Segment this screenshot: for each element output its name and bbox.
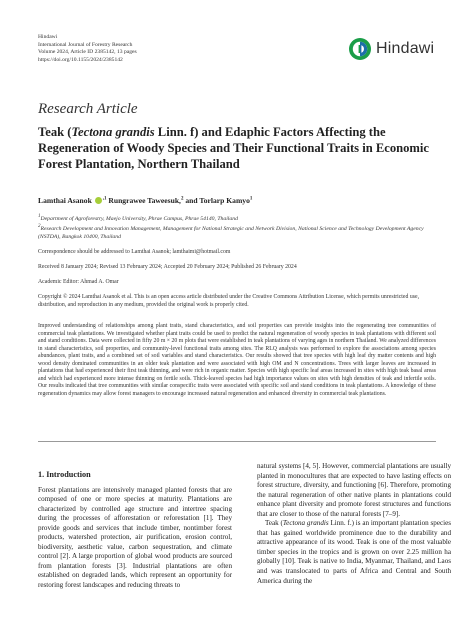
abstract: Improved understanding of relationships among plant traits, stand characteristics, and soil properties can provide insights into the regenerating tree communities of commercial teak plantations. We investigated whether plant traits could be used to predict the natural regeneration of woody species in teak plantations with different soil and stand conditions. Data were collected in fifty 20 m × 20 m plots that were established in teak plantations of varying ages in northern Thailand. We analyzed differences in stand characteristics, soil properties, and community-level functional traits among sites. The RLQ analysis was performed to explore the associations among species abundances, plant traits, and a combined set of soil variables and stand characteristics. Our results showed that tree species with high leaf dry matter contents and high wood density dominated communities in an older teak plantation and were associated with high OM and N concentrations. Trees with larger leaves are increased in plantations that had experienced their first teak thinning, and were rich in organic matter. Species with high specific leaf areas increased in sites with high teak basal areas and which had experienced more intense thinning on fertile soils. Thick-leaved species had high importance values on sites with high densities of teak and infertile soils. Our results indicated that tree communities with similar conspecific traits were associated with specific soil and stand conditions in teak plantations. A knowledge of these regeneration dynamics may allow forest managers to encourage increased natural regeneration and enhanced diversity in commercial teak plantations. [38, 323, 436, 397]
author-name[interactable]: and Torlarp Kamyo [183, 196, 250, 205]
hindawi-logo-text: Hindawi [376, 40, 435, 57]
section-divider [38, 441, 436, 442]
author-affiliation-mark: 2 [180, 196, 184, 202]
journal-name: International Journal of Forestry Research [38, 41, 133, 48]
column-right [257, 462, 451, 586]
paragraph-text: Teak ( [265, 519, 283, 528]
paper-title [38, 124, 438, 173]
affiliation-text: Research Development and Innovation Management, Management for National Strategic and Network Division, National Science and Technology Development Agency (NSTDA), Bangkok 10400, Thailand [38, 226, 424, 240]
intro-paragraph-2 [257, 519, 451, 586]
section-heading: 1. Introduction [38, 470, 91, 479]
title-species: Tectona grandis [71, 125, 155, 139]
affiliation-number: 2 [38, 224, 41, 230]
hindawi-logo [348, 36, 438, 62]
publication-dates: Received 8 January 2024; Revised 13 February 2024; Accepted 20 February 2024; Published 26 February 2024 [38, 264, 297, 270]
article-type: Research Article [38, 101, 138, 117]
copyright-notice: Copyright © 2024 Lamthai Asanok et al. This is an open access article distributed under the Creative Commons Attribution License, which permits unrestricted use, distribution, and reproduction in any medium, provided the original work is properly cited. [38, 294, 420, 308]
publisher-name: Hindawi [38, 34, 58, 40]
affiliations [38, 213, 438, 242]
author-list [38, 196, 252, 205]
paragraph-text: Linn. f.) is an important plantation species that has gained worldwide prominence due to the durability and attractive appearance of its wood. Teak is one of the most valuable timber species in the tropics and is grown on over 2.25 million ha globally [10]. Teak is native to India, Myanmar, Thailand, and Laos and was translocated to parts of Africa and Central and South America during the [257, 519, 451, 585]
academic-editor: Academic Editor: Ahmad A. Omar [38, 279, 119, 285]
affiliation-text: Department of Agroforestry, Maejo University, Phrae Campus, Phrae 54140, Thailand [40, 215, 238, 222]
title-part-1: Teak ( [38, 125, 72, 139]
correspondence: Correspondence should be addressed to Lamthai Asanok; lamthaimi@hotmail.com [38, 249, 231, 255]
author-affiliation-mark: 1 [249, 196, 253, 202]
journal-meta [38, 34, 137, 64]
orcid-icon[interactable] [95, 197, 102, 204]
intro-paragraph-1: Forest plantations are intensively managed planted forests that are composed of one or more species at maturity. Plantations are characterized by controlled age structure and intertree spacing during the processes of afforestation or reforestation [1]. They provide goods and services that include timber, nontimber forest products, watershed protection, air purification, erosion control, biodiversity, aesthetic value, carbon sequestration, and climate control [2]. A large proportion of global wood products are sourced from plantation forests [3]. Industrial plantations are often established on degraded lands, which represent an opportunity for restoring forest landscapes and reducing threats to [38, 485, 232, 590]
intro-paragraph-continued: natural systems [4, 5]. However, commercial plantations are usually planted in monocultures that are expected to have lasting effects on forest structure, diversity, and functioning [6]. Therefore, promoting the natural regeneration of other native plants in plantations could enhance plant diversity and promote forest structures and functions that are closer to those of the natural forests [7–9]. [257, 462, 451, 518]
hindawi-logo-icon [348, 37, 372, 61]
species-name: Tectona grandis [282, 519, 329, 528]
author-name[interactable]: Lamthai Asanok [38, 196, 92, 205]
volume-info: Volume 2024, Article ID 2385142, 13 pages [38, 49, 137, 56]
affiliation-number: 1 [38, 214, 41, 219]
column-left [38, 470, 232, 591]
doi-link[interactable]: https://doi.org/10.1155/2024/2385142 [38, 56, 123, 63]
affiliation-1 [38, 213, 438, 223]
author-affiliation-mark: ,1 [102, 196, 107, 202]
affiliation-2 [38, 223, 438, 241]
title-part-2: Linn. f) and Edaphic Factors Affecting the Regeneration of Woody Species and Their Functional Traits in Economic Forest Plantation, Northern Thailand [38, 125, 430, 172]
author-name[interactable]: Rungrawee Taweesuk, [106, 196, 181, 205]
